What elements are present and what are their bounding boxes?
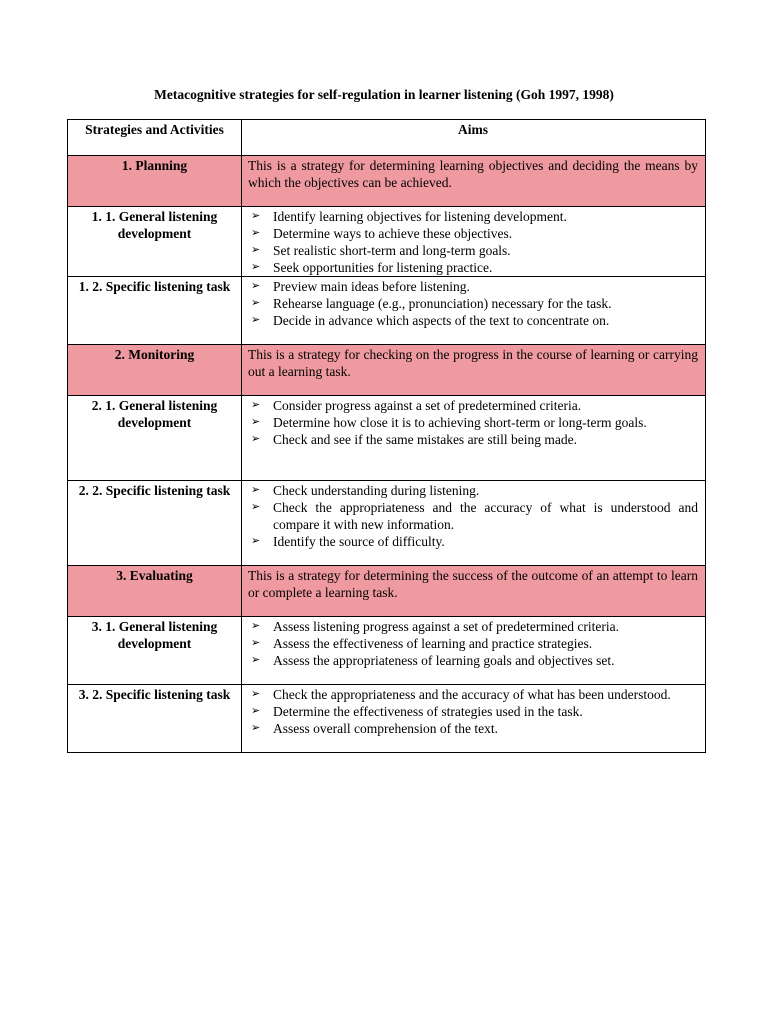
arrow-bullet-icon: ➢ [251, 227, 261, 239]
arrow-bullet-icon: ➢ [251, 244, 261, 256]
aim-text: Check the appropriateness and the accuracy of what has been understood. [273, 687, 671, 702]
aim-list-item [251, 652, 698, 669]
header-strategies-activities: Strategies and Activities [68, 120, 242, 156]
section-label: 3. Evaluating [68, 566, 242, 617]
table-header-row [68, 120, 706, 156]
aims-cell [242, 617, 706, 685]
subsection-label: 2. 2. Specific listening task [68, 481, 242, 566]
aim-text: Determine ways to achieve these objectives. [273, 226, 513, 241]
section-description: This is a strategy for determining learning objectives and deciding the means by which the objectives can be achieved. [242, 156, 706, 207]
aim-text: Consider progress against a set of predetermined criteria. [273, 398, 582, 413]
arrow-bullet-icon: ➢ [251, 297, 261, 309]
aim-list-item [251, 635, 698, 652]
arrow-bullet-icon: ➢ [251, 210, 261, 222]
aim-list-item [251, 278, 698, 295]
aim-text: Rehearse language (e.g., pronunciation) necessary for the task. [273, 296, 612, 311]
arrow-bullet-icon: ➢ [251, 314, 261, 326]
aims-list [248, 397, 698, 448]
arrow-bullet-icon: ➢ [251, 501, 261, 513]
arrow-bullet-icon: ➢ [251, 637, 261, 649]
aims-list [248, 278, 698, 329]
table-body [68, 120, 706, 753]
strategies-table [67, 119, 706, 753]
aim-list-item [251, 208, 698, 225]
arrow-bullet-icon: ➢ [251, 280, 261, 292]
subsection-label: 2. 1. General listening development [68, 396, 242, 481]
aims-cell [242, 277, 706, 345]
aim-list-item [251, 618, 698, 635]
aim-list-item [251, 482, 698, 499]
aim-text: Set realistic short-term and long-term goals. [273, 243, 511, 258]
arrow-bullet-icon: ➢ [251, 261, 261, 273]
arrow-bullet-icon: ➢ [251, 433, 261, 445]
subsection-row [68, 481, 706, 566]
aim-text: Check understanding during listening. [273, 483, 480, 498]
aims-cell [242, 685, 706, 753]
subsection-row [68, 685, 706, 753]
section-description: This is a strategy for determining the success of the outcome of an attempt to learn or complete a learning task. [242, 566, 706, 617]
arrow-bullet-icon: ➢ [251, 705, 261, 717]
aims-list [248, 618, 698, 669]
aim-text: Assess overall comprehension of the text. [273, 721, 498, 736]
subsection-row [68, 396, 706, 481]
aims-list [248, 208, 698, 276]
arrow-bullet-icon: ➢ [251, 620, 261, 632]
aim-text: Check the appropriateness and the accuracy of what is understood and compare it with new information. [273, 500, 698, 532]
aim-text: Decide in advance which aspects of the text to concentrate on. [273, 313, 610, 328]
header-aims: Aims [242, 120, 706, 156]
aim-text: Determine how close it is to achieving short-term or long-term goals. [273, 415, 647, 430]
arrow-bullet-icon: ➢ [251, 535, 261, 547]
aim-text: Assess the appropriateness of learning goals and objectives set. [273, 653, 615, 668]
subsection-label: 3. 1. General listening development [68, 617, 242, 685]
aim-list-item [251, 312, 698, 329]
aim-list-item [251, 397, 698, 414]
arrow-bullet-icon: ➢ [251, 484, 261, 496]
aim-text: Preview main ideas before listening. [273, 279, 470, 294]
aim-text: Identify learning objectives for listening development. [273, 209, 567, 224]
aims-list [248, 686, 698, 737]
aim-text: Check and see if the same mistakes are still being made. [273, 432, 578, 447]
aim-list-item [251, 295, 698, 312]
arrow-bullet-icon: ➢ [251, 722, 261, 734]
aims-list [248, 482, 698, 550]
arrow-bullet-icon: ➢ [251, 654, 261, 666]
subsection-row [68, 277, 706, 345]
subsection-label: 3. 2. Specific listening task [68, 685, 242, 753]
aims-cell [242, 207, 706, 277]
aim-list-item [251, 703, 698, 720]
section-row [68, 345, 706, 396]
subsection-row [68, 207, 706, 277]
section-row [68, 156, 706, 207]
arrow-bullet-icon: ➢ [251, 688, 261, 700]
aims-cell [242, 481, 706, 566]
section-row [68, 566, 706, 617]
section-label: 1. Planning [68, 156, 242, 207]
aim-list-item [251, 259, 698, 276]
arrow-bullet-icon: ➢ [251, 399, 261, 411]
aim-text: Identify the source of difficulty. [273, 534, 445, 549]
aim-list-item [251, 533, 698, 550]
subsection-row [68, 617, 706, 685]
section-label: 2. Monitoring [68, 345, 242, 396]
aim-list-item [251, 414, 698, 431]
aims-cell [242, 396, 706, 481]
subsection-label: 1. 2. Specific listening task [68, 277, 242, 345]
aim-list-item [251, 431, 698, 448]
aim-list-item [251, 686, 698, 703]
subsection-label: 1. 1. General listening development [68, 207, 242, 277]
aim-list-item [251, 499, 698, 533]
aim-text: Seek opportunities for listening practice. [273, 260, 493, 275]
arrow-bullet-icon: ➢ [251, 416, 261, 428]
aim-text: Assess the effectiveness of learning and practice strategies. [273, 636, 593, 651]
section-description: This is a strategy for checking on the progress in the course of learning or carrying out a learning task. [242, 345, 706, 396]
aim-text: Assess listening progress against a set of predetermined criteria. [273, 619, 620, 634]
aim-list-item [251, 225, 698, 242]
aim-text: Determine the effectiveness of strategies used in the task. [273, 704, 583, 719]
document-title: Metacognitive strategies for self-regulation in learner listening (Goh 1997, 1998) [154, 87, 614, 102]
aim-list-item [251, 242, 698, 259]
aim-list-item [251, 720, 698, 737]
